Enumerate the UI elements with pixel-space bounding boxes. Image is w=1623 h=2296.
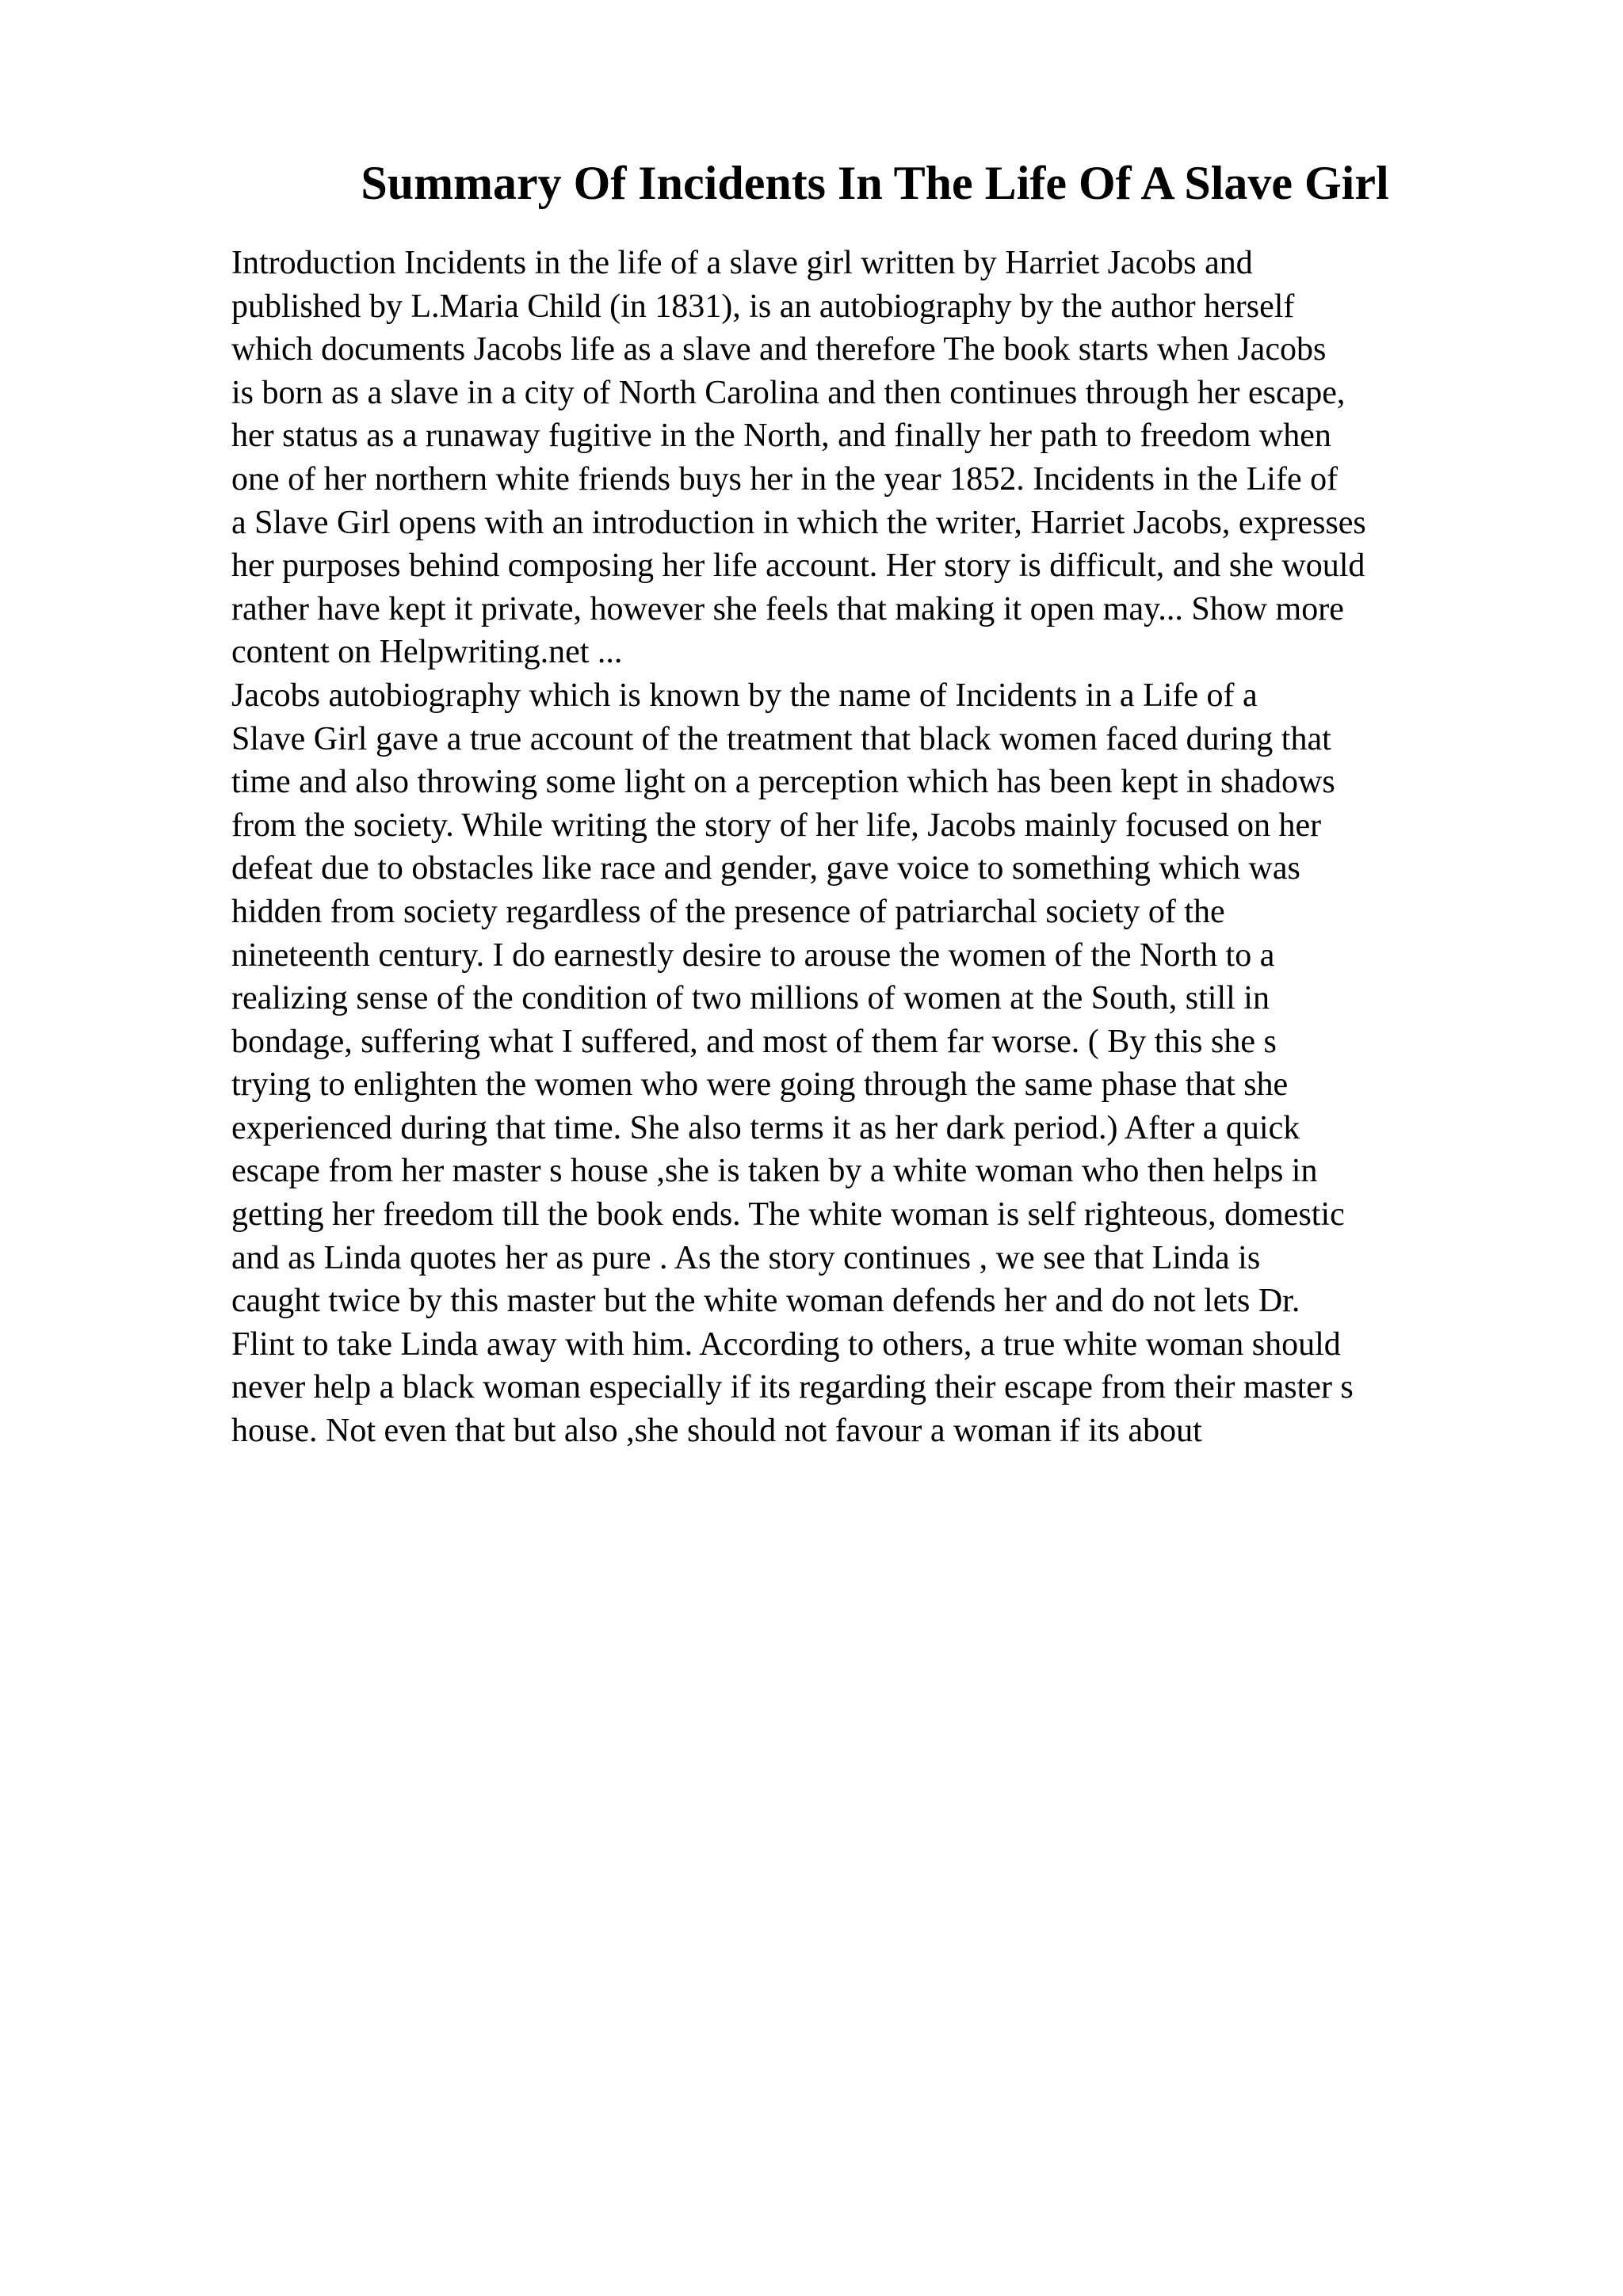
text-line: content on Helpwriting.net ...	[231, 634, 623, 671]
document-title: Summary Of Incidents In The Life Of A Slave Girl	[361, 157, 1389, 209]
text-line: her purposes behind composing her life account. Her story is difficult, and she would	[231, 547, 1365, 585]
text-line: defeat due to obstacles like race and gender, gave voice to something which was	[231, 850, 1300, 887]
text-line: a Slave Girl opens with an introduction in which the writer, Harriet Jacobs, expresses	[231, 504, 1366, 541]
text-line: Slave Girl gave a true account of the treatment that black women faced during that	[231, 720, 1331, 757]
text-line: escape from her master s house ,she is taken by a white woman who then helps in	[231, 1153, 1318, 1190]
text-line: which documents Jacobs life as a slave and therefore The book starts when Jacobs	[231, 331, 1327, 368]
document-body	[231, 242, 1523, 1453]
text-line: rather have kept it private, however she feels that making it open may... Show more	[231, 590, 1344, 627]
text-line: house. Not even that but also ,she should not favour a woman if its about	[231, 1413, 1202, 1450]
text-line: one of her northern white friends buys her in the year 1852. Incidents in the Life of	[231, 460, 1338, 498]
text-line: from the society. While writing the story of her life, Jacobs mainly focused on her	[231, 807, 1322, 844]
text-line: realizing sense of the condition of two millions of women at the South, still in	[231, 980, 1270, 1017]
text-line: experienced during that time. She also terms it as her dark period.) After a quick	[231, 1109, 1300, 1146]
text-line: and as Linda quotes her as pure . As the story continues , we see that Linda is	[231, 1239, 1261, 1276]
text-line: nineteenth century. I do earnestly desire to arouse the women of the North to a	[231, 936, 1275, 974]
text-line: published by L.Maria Child (in 1831), is an autobiography by the author herself	[231, 288, 1295, 325]
text-line: never help a black woman especially if its regarding their escape from their master s	[231, 1369, 1354, 1406]
text-line: Flint to take Linda away with him. According to others, a true white woman should	[231, 1325, 1341, 1363]
text-line: getting her freedom till the book ends. The white woman is self righteous, domestic	[231, 1196, 1345, 1234]
text-line: time and also throwing some light on a perception which has been kept in shadows	[231, 764, 1335, 801]
text-line: Introduction Incidents in the life of a slave girl written by Harriet Jacobs and	[231, 245, 1253, 281]
text-line: her status as a runaway fugitive in the North, and finally her path to freedom when	[231, 418, 1331, 455]
text-line: hidden from society regardless of the presence of patriarchal society of the	[231, 893, 1225, 930]
text-line: Jacobs autobiography which is known by the name of Incidents in a Life of a	[231, 677, 1258, 714]
text-line: is born as a slave in a city of North Carolina and then continues through her escape,	[231, 374, 1346, 411]
text-line: bondage, suffering what I suffered, and most of them far worse. ( By this she s	[231, 1023, 1277, 1060]
text-line: caught twice by this master but the white woman defends her and do not lets Dr.	[231, 1283, 1300, 1320]
text-line: trying to enlighten the women who were going through the same phase that she	[231, 1066, 1289, 1104]
